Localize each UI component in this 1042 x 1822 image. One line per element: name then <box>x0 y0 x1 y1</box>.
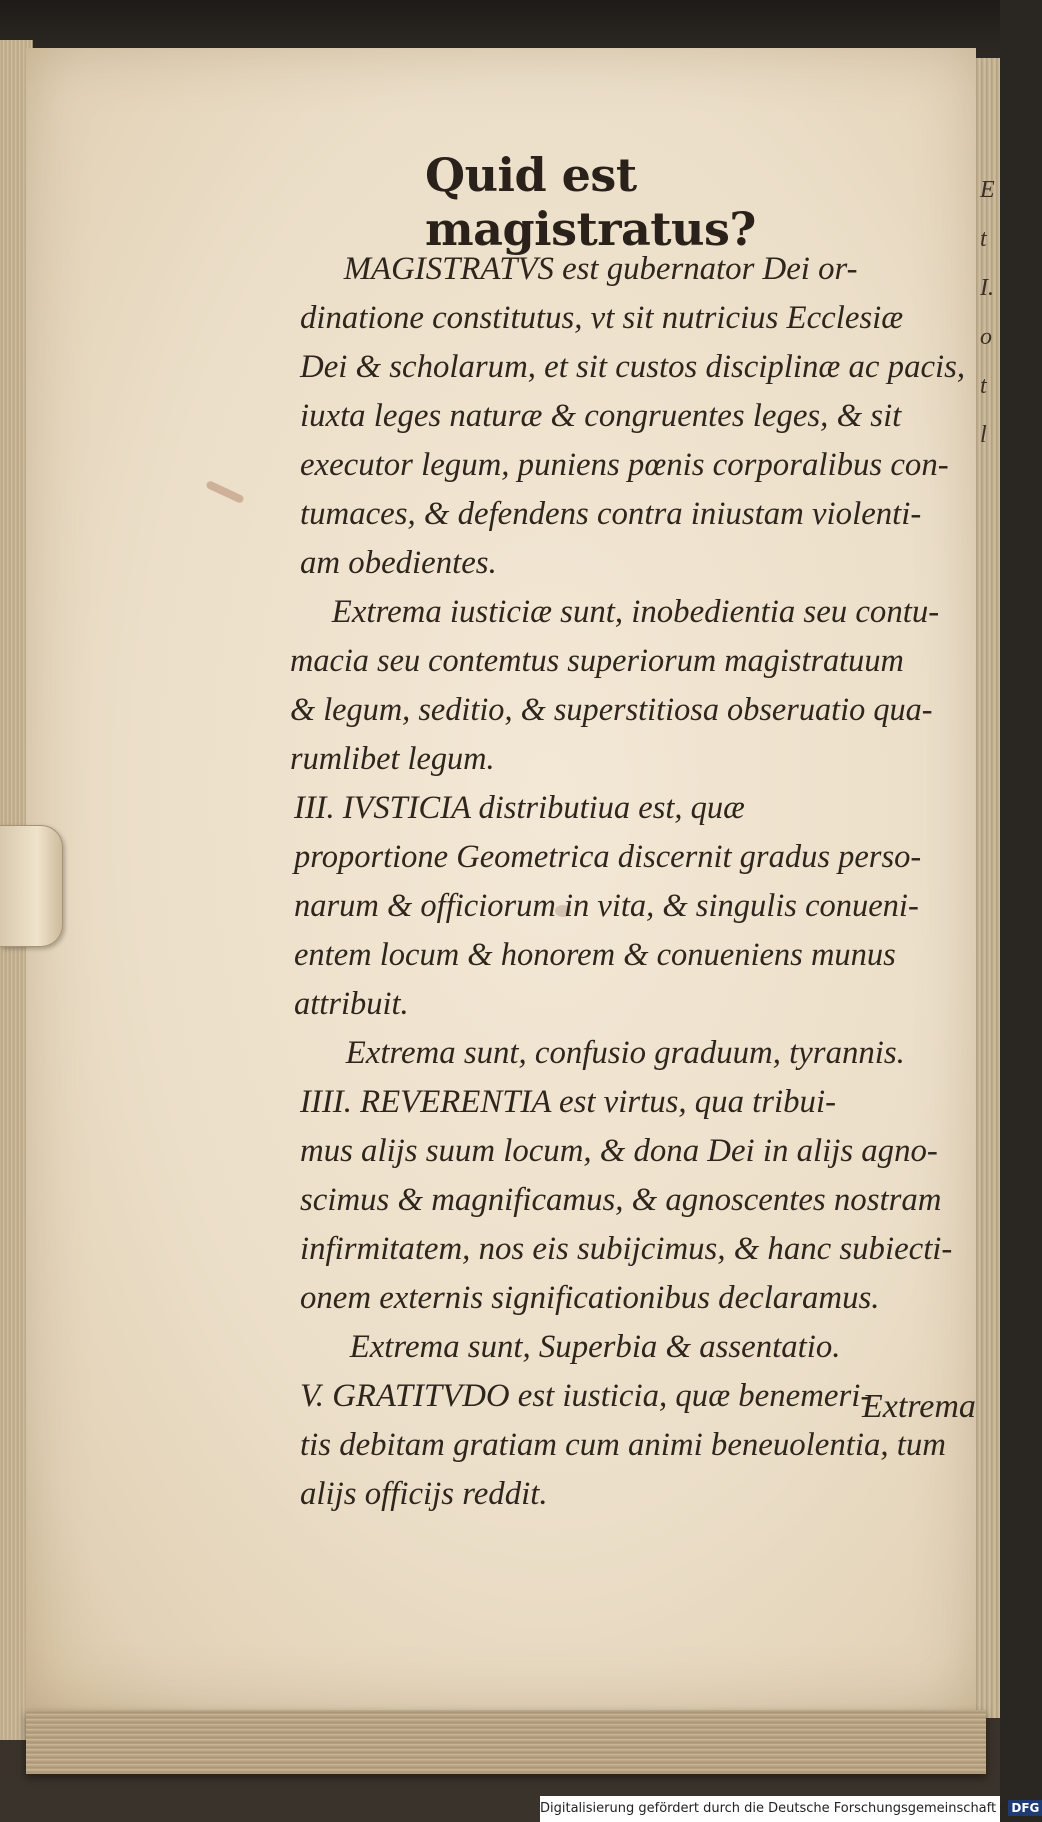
page-heading: Quid est magistratus? <box>425 148 756 256</box>
text-line: entem locum & honorem & conueniens munus <box>294 937 896 973</box>
text-line: proportione Geometrica discernit gradus perso- <box>294 839 922 875</box>
dfg-logo: DFG <box>1008 1800 1042 1816</box>
funding-footer <box>540 1796 1040 1822</box>
margin-letter: t <box>980 373 987 399</box>
text-line: attribuit. <box>294 986 409 1022</box>
text-line: Extrema iusticiæ sunt, inobedientia seu contu- <box>331 594 940 630</box>
catchword: Extrema <box>862 1388 976 1425</box>
bottom-page-edges <box>26 1710 986 1774</box>
text-line: tis debitam gratiam cum animi beneuolentia, tum <box>300 1427 946 1463</box>
text-line: & legum, seditio, & superstitiosa obseruatio qua- <box>290 692 933 728</box>
text-line: macia seu contemtus superiorum magistratuum <box>290 643 904 679</box>
text-line: tumaces, & defendens contra iniustam violenti- <box>300 496 922 532</box>
text-block <box>290 245 969 1519</box>
text-line: alijs officijs reddit. <box>300 1476 548 1512</box>
text-line: am obedientes. <box>300 545 497 581</box>
margin-letter: o <box>980 324 992 350</box>
text-line: MAGISTRATVS est gubernator Dei or- <box>343 251 858 287</box>
text-line: III. IVSTICIA distributiua est, quæ <box>294 790 745 826</box>
book-clasp <box>0 825 63 947</box>
text-line: scimus & magnificamus, & agnoscentes nostram <box>300 1182 942 1218</box>
text-line: executor legum, puniens pœnis corporalibus con- <box>300 447 949 483</box>
margin-letter: l <box>980 422 987 448</box>
margin-letter: E <box>980 177 995 203</box>
footer-text: Digitalisierung gefördert durch die Deutsche Forschungsgemeinschaft · <box>540 1801 1005 1816</box>
text-line: dinatione constitutus, vt sit nutricius Ecclesiæ <box>300 300 904 336</box>
text-line: Extrema sunt, Superbia & assentatio. <box>349 1329 841 1365</box>
text-line: infirmitatem, nos eis subijcimus, & hanc subiecti- <box>300 1231 953 1267</box>
text-line: Dei & scholarum, et sit custos disciplinæ ac pacis, <box>300 349 966 385</box>
text-line: Extrema sunt, confusio graduum, tyrannis. <box>345 1035 905 1071</box>
next-page-margin <box>980 160 1000 454</box>
text-line: iuxta leges naturæ & congruentes leges, & sit <box>300 398 902 434</box>
margin-letter: I. <box>980 275 994 301</box>
text-line: IIII. REVERENTIA est virtus, qua tribui- <box>300 1084 836 1120</box>
text-line: rumlibet legum. <box>290 741 495 777</box>
text-line: V. GRATITVDO est iusticia, quæ benemeri- <box>300 1378 872 1414</box>
margin-letter: t <box>980 226 987 252</box>
text-line: onem externis significationibus declaramus. <box>300 1280 880 1316</box>
text-line: narum & officiorum in vita, & singulis conueni- <box>294 888 919 924</box>
text-line: mus alijs suum locum, & dona Dei in alijs agno- <box>300 1133 938 1169</box>
